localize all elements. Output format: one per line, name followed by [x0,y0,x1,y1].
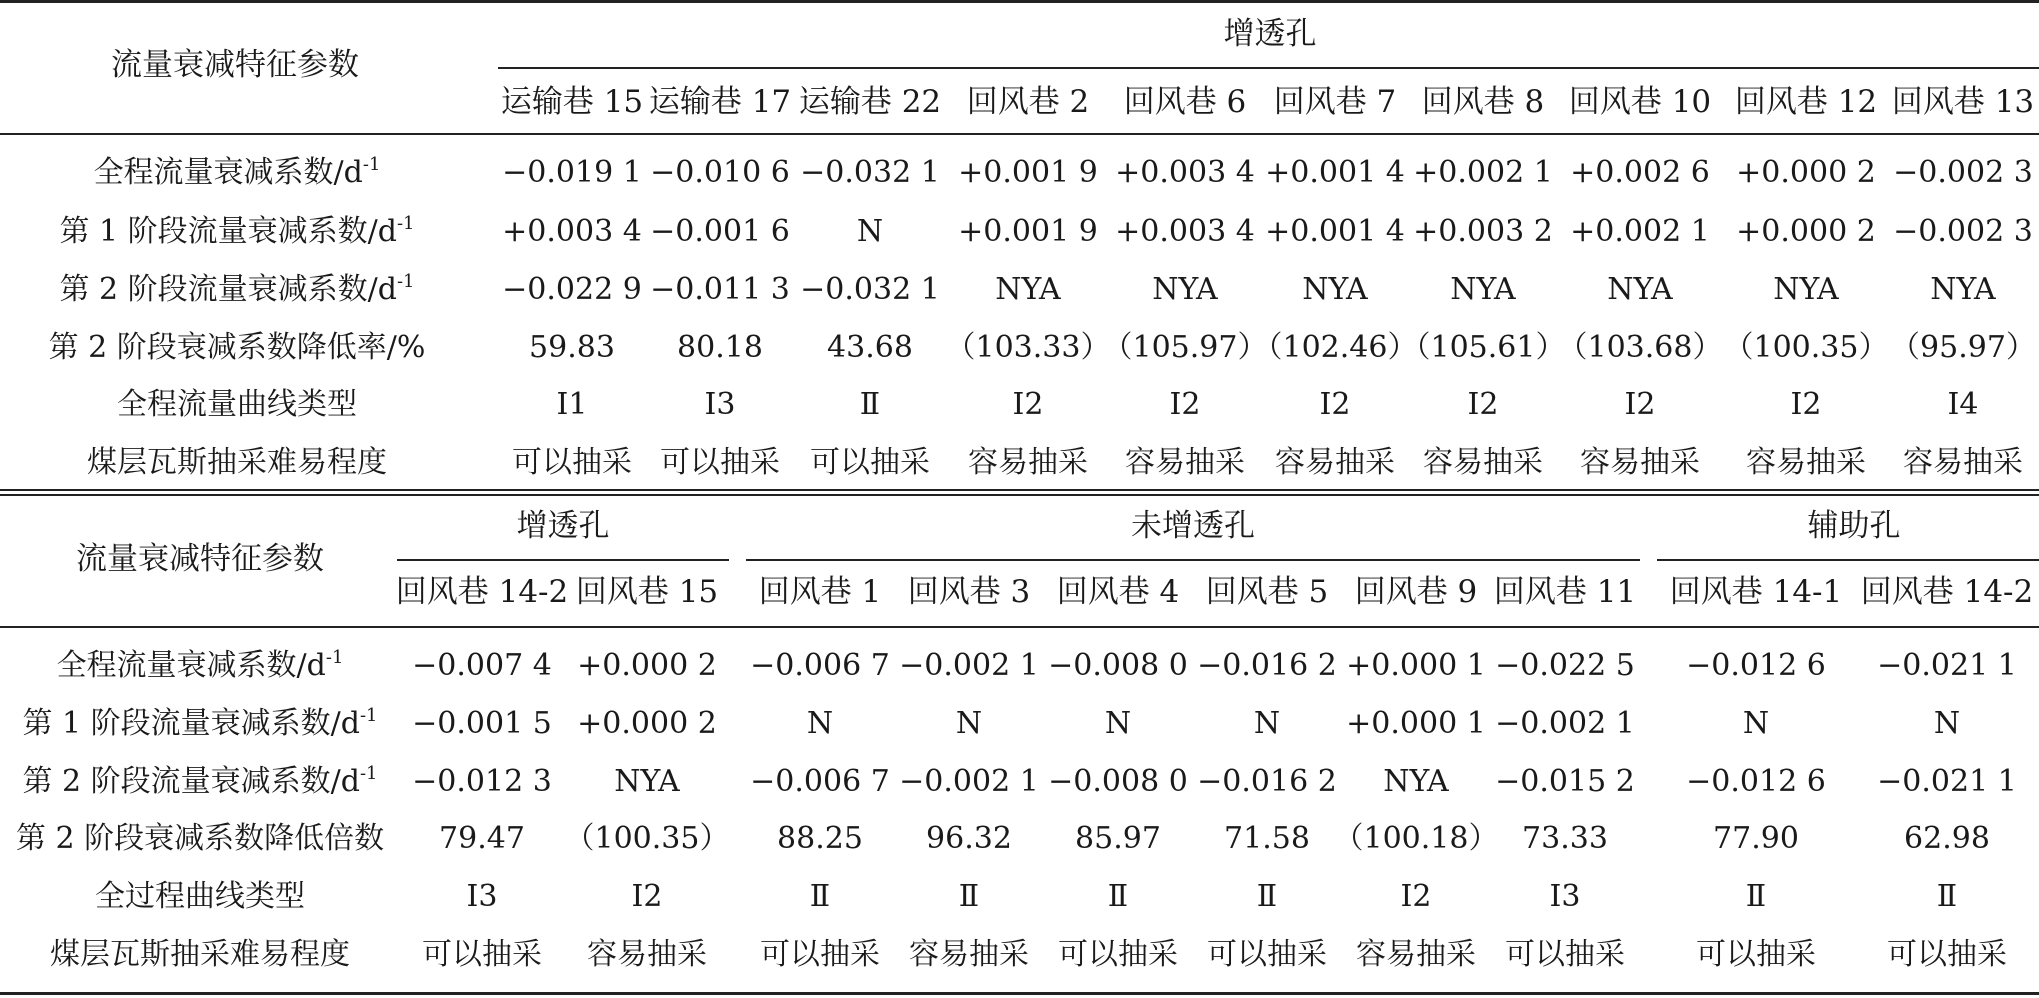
table2-cell: −0.002 1 [1495,706,1635,741]
table2-cell: Ⅰ2 [1400,879,1432,914]
table2-cell: −0.012 6 [1686,764,1826,799]
table1-cell: Ⅰ3 [704,387,736,422]
table2-cell: 可以抽采 [422,937,542,972]
table1-cell: 容易抽采 [1423,445,1543,480]
table1-column-header: 回风巷 6 [1123,84,1247,120]
table1-group-header: 增透孔 [1223,16,1317,52]
table1-cell: −0.022 9 [502,272,642,307]
table1-cell: +0.001 4 [1265,155,1405,190]
table1-cell: 容易抽采 [1903,445,2023,480]
table2-cell: 可以抽采 [760,937,880,972]
table2-cell: −0.016 2 [1197,648,1337,683]
table2-group-header: 未增透孔 [1131,508,1255,544]
table1-cell: N [856,214,884,249]
table2-cell: −0.001 5 [412,706,552,741]
table2-cell: 85.97 [1075,821,1161,856]
table1-cell: Ⅰ2 [1790,387,1822,422]
table2-cell: NYA [1383,764,1449,799]
table1-row-label: 第 1 阶段流量衰减系数$/d^{-1}$ [59,213,415,249]
table1-header-rule [0,133,2039,135]
table1-cell: 59.83 [529,330,615,365]
separator-rule-bottom [0,494,2039,496]
table1-cell: 80.18 [677,330,763,365]
table2-param-header: 流量衰减特征参数 [76,541,324,577]
table2-cell: −0.012 3 [412,764,552,799]
table1-cell: NYA [1930,272,1996,307]
table1-cell: +0.003 4 [1115,155,1255,190]
table1-cell: Ⅰ2 [1319,387,1351,422]
table1-cell: Ⅱ [859,387,881,422]
table2-column-header: 回风巷 14-1 [1669,574,1843,610]
table1-cell: （100.35） [1723,330,1889,365]
table2-cell: −0.006 7 [750,764,890,799]
table2-cell: （100.35） [564,821,730,856]
table2-cell: −0.002 1 [899,648,1039,683]
table2-row-label: 全过程曲线类型 [95,879,305,914]
table2-column-header: 回风巷 3 [907,574,1031,610]
table1-cell: （103.68） [1557,330,1723,365]
table2-cell: 可以抽采 [1887,937,2007,972]
table1-group-underline [498,67,2039,69]
table1-cell: −0.011 3 [650,272,790,307]
table2-row-label: 第 2 阶段衰减系数降低倍数 [15,821,385,856]
table2-column-header: 回风巷 15 [575,574,719,610]
table2-cell: 96.32 [926,821,1012,856]
table2-cell: N [806,706,834,741]
table1-cell: +0.003 4 [1115,214,1255,249]
table2-row-label: 煤层瓦斯抽采难易程度 [50,937,350,972]
table2-group-header: 增透孔 [516,508,610,544]
table2-cell: Ⅱ [1936,879,1958,914]
table1-cell: −0.032 1 [800,272,940,307]
table2-cell: Ⅰ3 [1549,879,1581,914]
table2-cell: Ⅱ [1107,879,1129,914]
table2-group-underline [746,559,1640,561]
table2-group-underline [1657,559,2039,561]
table1-cell: −0.010 6 [650,155,790,190]
table1-param-header: 流量衰减特征参数 [111,47,359,83]
table2-cell: −0.015 2 [1495,764,1635,799]
table1-cell: NYA [995,272,1061,307]
table1-column-header: 回风巷 10 [1568,84,1712,120]
table1-cell: 容易抽采 [1746,445,1866,480]
table2-column-header: 回风巷 11 [1493,574,1637,610]
table2-cell: 可以抽采 [1505,937,1625,972]
table1-cell: NYA [1773,272,1839,307]
table2-cell: +0.000 1 [1346,706,1486,741]
table1-cell: 可以抽采 [660,445,780,480]
table2-cell: 77.90 [1713,821,1799,856]
table2-cell: 容易抽采 [587,937,707,972]
table1-cell: 容易抽采 [968,445,1088,480]
table2-row-label: 第 2 阶段流量衰减系数$/d^{-1}$ [22,763,378,799]
table1-row-label: 第 2 阶段流量衰减系数$/d^{-1}$ [59,271,415,307]
table1-cell: （103.33） [945,330,1111,365]
table2-cell: Ⅱ [1745,879,1767,914]
table1-cell: −0.002 3 [1893,155,2033,190]
table2-cell: 73.33 [1522,821,1608,856]
table2-row-label: 第 1 阶段流量衰减系数$/d^{-1}$ [22,705,378,741]
table1-cell: NYA [1302,272,1368,307]
table1-cell: （102.46） [1252,330,1418,365]
table2-column-header: 回风巷 5 [1205,574,1329,610]
table1-column-header: 回风巷 7 [1273,84,1397,120]
table1-cell: +0.003 2 [1413,214,1553,249]
table1-cell: Ⅰ1 [556,387,588,422]
table2-cell: −0.008 0 [1048,648,1188,683]
table1-cell: Ⅰ2 [1467,387,1499,422]
table1-cell: 可以抽采 [512,445,632,480]
table1-cell: （105.97） [1102,330,1268,365]
table1-cell: Ⅰ4 [1947,387,1979,422]
table2-column-header: 回风巷 14-2 [395,574,569,610]
table1-cell: Ⅰ2 [1624,387,1656,422]
table1-row-label: 煤层瓦斯抽采难易程度 [87,445,387,480]
table2-cell: 88.25 [777,821,863,856]
table1-cell: +0.002 1 [1413,155,1553,190]
table1-cell: 容易抽采 [1125,445,1245,480]
table1-column-header: 运输巷 22 [798,84,942,120]
table1-cell: +0.000 2 [1736,155,1876,190]
table1-cell: +0.002 1 [1570,214,1710,249]
table2-cell: Ⅱ [809,879,831,914]
table2-cell: Ⅱ [958,879,980,914]
table2-column-header: 回风巷 9 [1354,574,1478,610]
table1-cell: −0.002 3 [1893,214,2033,249]
bottom-rule [0,992,2039,995]
table1-cell: 可以抽采 [810,445,930,480]
table2-cell: Ⅰ2 [631,879,663,914]
table1-column-header: 回风巷 13 [1891,84,2035,120]
table1-cell: NYA [1450,272,1516,307]
table1-row-label: 全程流量曲线类型 [117,387,357,422]
table2-cell: 71.58 [1224,821,1310,856]
table1-cell: +0.002 6 [1570,155,1710,190]
table1-cell: 容易抽采 [1275,445,1395,480]
table1-cell: −0.019 1 [502,155,642,190]
table2-cell: 62.98 [1904,821,1990,856]
table1-cell: 43.68 [827,330,913,365]
table1-column-header: 运输巷 15 [500,84,644,120]
table2-group-underline [397,559,729,561]
table2-header-rule [0,626,2039,628]
table2-cell: −0.021 1 [1877,764,2017,799]
table2-cell: Ⅰ3 [466,879,498,914]
table1-cell: +0.001 9 [958,155,1098,190]
table1-cell: 容易抽采 [1580,445,1700,480]
table1-column-header: 回风巷 12 [1734,84,1878,120]
table2-column-header: 回风巷 1 [758,574,882,610]
table1-cell: （95.97） [1890,330,2036,365]
table2-cell: N [1742,706,1770,741]
table2-cell: 79.47 [439,821,525,856]
table2-cell: NYA [614,764,680,799]
table1-cell: NYA [1607,272,1673,307]
table1-cell: Ⅰ2 [1012,387,1044,422]
table2-cell: N [1104,706,1132,741]
table2-cell: N [1933,706,1961,741]
table2-column-header: 回风巷 14-2 [1860,574,2034,610]
table2-cell: +0.000 2 [577,648,717,683]
table2-cell: −0.022 5 [1495,648,1635,683]
table1-cell: +0.001 9 [958,214,1098,249]
table2-cell: 容易抽采 [909,937,1029,972]
table2-row-label: 全程流量衰减系数$/d^{-1}$ [56,647,344,683]
table2-cell: −0.021 1 [1877,648,2017,683]
table1-cell: +0.003 4 [502,214,642,249]
table2-cell: 容易抽采 [1356,937,1476,972]
table2-cell: −0.008 0 [1048,764,1188,799]
table2-cell: −0.002 1 [899,764,1039,799]
table1-column-header: 回风巷 8 [1421,84,1545,120]
table2-cell: Ⅱ [1256,879,1278,914]
table2-cell: 可以抽采 [1696,937,1816,972]
table1-row-label: 全程流量衰减系数$/d^{-1}$ [93,154,381,190]
top-rule [0,0,2039,3]
table1-cell: +0.000 2 [1736,214,1876,249]
table1-cell: NYA [1152,272,1218,307]
table2-cell: −0.007 4 [412,648,552,683]
separator-rule-top [0,489,2039,491]
table2-cell: −0.016 2 [1197,764,1337,799]
table1-column-header: 运输巷 17 [648,84,792,120]
table2-group-header: 辅助孔 [1807,508,1901,544]
table2-cell: 可以抽采 [1207,937,1327,972]
table2-cell: −0.006 7 [750,648,890,683]
table2-cell: +0.000 2 [577,706,717,741]
table2-cell: +0.000 1 [1346,648,1486,683]
table1-cell: −0.001 6 [650,214,790,249]
table2-cell: −0.012 6 [1686,648,1826,683]
table1-cell: Ⅰ2 [1169,387,1201,422]
table1-row-label: 第 2 阶段衰减系数降低率/% [48,330,426,365]
table2-column-header: 回风巷 4 [1056,574,1180,610]
table1-column-header: 回风巷 2 [966,84,1090,120]
table2-cell: N [1253,706,1281,741]
table2-cell: 可以抽采 [1058,937,1178,972]
table1-cell: （105.61） [1400,330,1566,365]
table1-cell: −0.032 1 [800,155,940,190]
table2-cell: N [955,706,983,741]
table1-cell: +0.001 4 [1265,214,1405,249]
table2-cell: （100.18） [1333,821,1499,856]
